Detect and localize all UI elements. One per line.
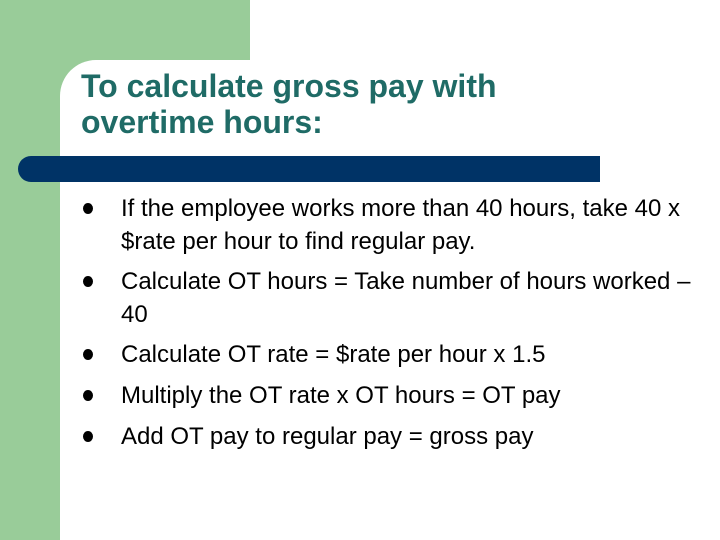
bullet-text: Add OT pay to regular pay = gross pay	[121, 423, 534, 450]
list-item	[80, 420, 700, 453]
bullet-list	[80, 192, 700, 461]
bullet-text: Multiply the OT rate x OT hours = OT pay	[121, 382, 561, 409]
bullet-dot-icon	[83, 276, 93, 287]
bullet-dot-icon	[83, 431, 93, 442]
slide-title-line-1: To calculate gross pay with	[81, 68, 497, 104]
list-item	[80, 265, 700, 331]
list-item	[80, 338, 700, 371]
list-item	[80, 192, 700, 258]
bullet-text: If the employee works more than 40 hours, take 40 x $rate per hour to find regular pay.	[121, 195, 680, 255]
bullet-dot-icon	[83, 390, 93, 401]
bullet-text: Calculate OT rate = $rate per hour x 1.5	[121, 341, 546, 368]
bullet-text: Calculate OT hours = Take number of hours worked – 40	[121, 268, 691, 328]
slide-title	[81, 68, 641, 140]
list-item	[80, 379, 700, 412]
bullet-dot-icon	[83, 349, 93, 360]
slide-title-line-2: overtime hours:	[81, 104, 323, 140]
title-divider-bar	[18, 156, 600, 182]
bullet-dot-icon	[83, 203, 93, 214]
